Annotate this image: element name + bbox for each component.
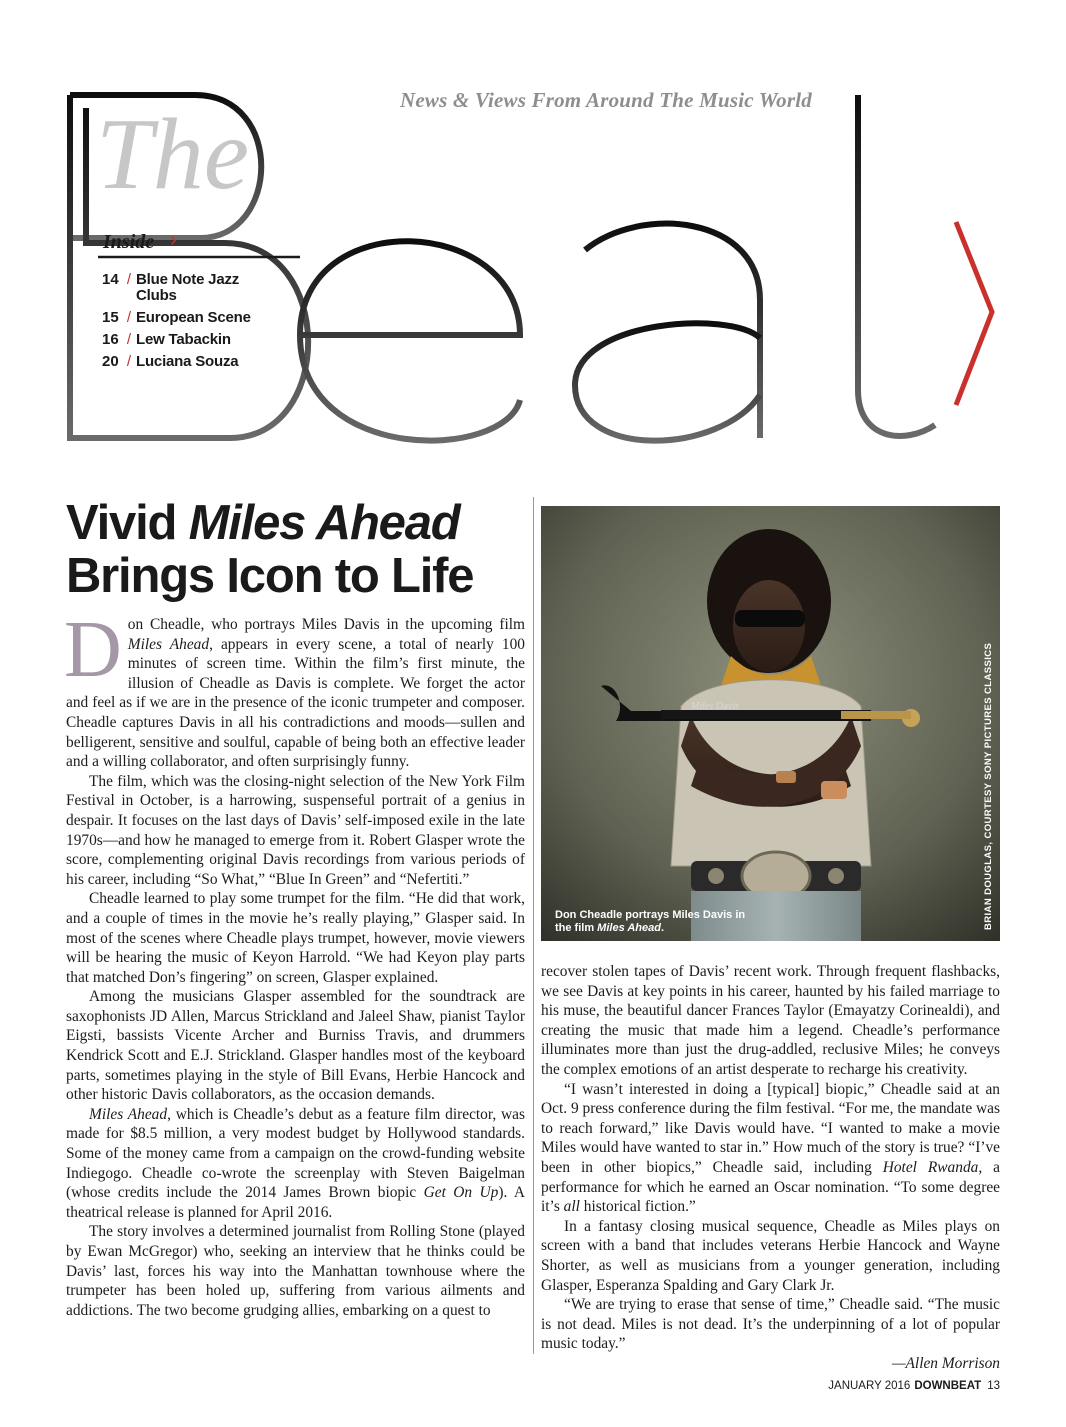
text-run: . [660, 922, 665, 934]
article-paragraph: The film, which was the closing-night selection of the New York Film Festival in October, is a harrowing, suspenseful portrait of a genius in despair. It focuses on the last days of Davis’ self-imposed exile in the late 1970s—and how he managed to emerge from it. Robert Glasper wrote the score, complementing original Davis recordings from various periods of his career, including “So What,” “Blue In Green” and “Nefertiti.” [66, 772, 525, 888]
article-paragraph: “We are trying to erase that sense of time,” Cheadle said. “The music is not dead. Miles is not dead. It’s the underpinning of a lot of popular music today.” [541, 1296, 1000, 1353]
emphasis: all [563, 1198, 580, 1216]
page-footer [828, 1380, 1000, 1392]
toc-item[interactable] [102, 354, 302, 370]
film-title: Miles Ahead [89, 1105, 168, 1123]
text-run: ). A theatrical release is planned for April 2016. [66, 1184, 525, 1221]
beat-wordmark [0, 0, 1066, 480]
article-photo [541, 506, 1000, 941]
toc-item[interactable] [102, 310, 302, 326]
inside-toc [102, 272, 302, 376]
toc-title: European Scene [136, 309, 251, 326]
article-paragraph: Among the musicians Glasper assembled for the soundtrack are saxophonists JD Allen, Marcus Strickland and Jaleel Shaw, pianist Taylor Eigsti, bassists Vicente Archer and Burniss Travis, and drummers Kendrick Scott and E.J. Strickland. Glasper handles most of the keyboard parts, sometimes playing in the style of Bill Evans, Herbie Hancock and other historic Davis collaborators, as the occasion demands. [66, 988, 525, 1104]
page-number: 13 [987, 1380, 1000, 1392]
letter-e [300, 241, 520, 440]
text-run: , appears in every scene, a total of nearly 100 minutes of screen time. Within the film’s first minute, the illusion of Cheadle as Davis is complete. We forget the actor and feel as if we are in the presence of the iconic trumpeter and composer. Cheadle captures Davis in all his contradictions and moods—sullen and belligerent, sensitive and soulful, capable of being both an effective leader and a willing collaborator, and often surprisingly funny. [66, 635, 525, 771]
film-title: Miles Ahead [597, 922, 661, 934]
photo-credit: BRIAN DOUGLAS, COURTESY SONY PICTURES CLASSICS [983, 642, 994, 930]
text-run: , which is Cheadle’s debut as a feature film director, was made for $8.5 million, a very modest budget by Hollywood standards. Some of the money came from a campaign on the crowd-funding website Indiegogo. Cheadle co-wrote the screenplay with Steven Baigelman (whose credits include the 2014 James Brown biopic [66, 1105, 525, 1202]
article-column-left [64, 606, 525, 1320]
article-paragraph [541, 1080, 1000, 1217]
photo-caption [555, 909, 755, 935]
article-paragraph: recover stolen tapes of Davis’ recent work. Through frequent flashbacks, we see Davis at key points in his career, haunted by his failed marriage to his muse, the beautiful dancer Frances Taylor (Emayatzy Corinealdi), and creating the music that made him a legend. Cheadle’s performance illuminates more than just the drug-addled, reclusive Miles; he conveys the complex emotions of an artist desperate to recharge his creativity. [541, 963, 1000, 1078]
article-paragraph [66, 1105, 525, 1223]
toc-slash: / [126, 309, 132, 326]
letter-t [858, 95, 935, 436]
header-tagline: News & Views From Around The Music World [400, 88, 812, 112]
film-title: Get On Up [423, 1184, 499, 1202]
toc-item[interactable] [102, 332, 302, 348]
toc-item[interactable] [102, 272, 302, 304]
toc-title: Luciana Souza [136, 353, 239, 370]
article-headline [66, 497, 536, 603]
article-paragraph [64, 606, 525, 772]
toc-slash: / [126, 331, 132, 348]
headline-part: Brings Icon to Life [66, 549, 474, 603]
toc-page: 15 [102, 309, 119, 326]
footer-date: JANUARY 2016 [828, 1380, 911, 1392]
byline: —Allen Morrison [891, 1354, 1000, 1372]
column-divider [533, 497, 534, 1354]
toc-slash: / [126, 271, 132, 288]
headline-part: Vivid [66, 496, 189, 550]
toc-title: Lew Tabackin [136, 331, 231, 348]
film-title: Miles Ahead [127, 635, 210, 653]
headline-film-title: Miles Ahead [188, 496, 460, 550]
text-run: Don Cheadle portrays Miles Davis in the film [555, 909, 746, 934]
letter-a [585, 224, 760, 438]
article-paragraph: In a fantasy closing musical sequence, Cheadle as Miles plays on screen with a band that includes veterans Herbie Hancock and Wayne Shorter, as well as musicians from a younger generation, including Glasper, Esperanza Spalding and Gary Clark Jr. [541, 1217, 1000, 1294]
text-run: a performance for which he earned an Oscar nomination. “To some degree it’s [541, 1158, 1000, 1216]
article-paragraph: Cheadle learned to play some trumpet for the film. “He did that work, and a couple of times in the movie he’s really playing,” Glasper said. In most of the scenes where Cheadle plays trumpet, however, movie viewers will be hearing the music of Keyon Harrold. “We had Keyon play parts that matched Don’s fingering” on screen, Glasper explained. [66, 890, 525, 986]
toc-page: 16 [102, 331, 119, 348]
text-run: on Cheadle, who portrays Miles Davis in the upcoming film [127, 616, 525, 633]
film-title: Hotel Rwanda, [882, 1158, 983, 1176]
toc-title: Blue Note Jazz Clubs [136, 271, 240, 304]
toc-slash: / [126, 353, 132, 370]
inside-label: Inside [103, 231, 155, 253]
red-chevron-icon [956, 222, 992, 405]
footer-brand: DOWNBEAT [914, 1380, 982, 1392]
toc-page: 14 [102, 271, 119, 288]
trumpet-engraving: Miles Davis [691, 701, 740, 712]
article-column-right [541, 962, 1000, 1373]
inside-arrow-icon: › [170, 229, 177, 251]
text-run: historical fiction.” [579, 1198, 696, 1216]
text-run: “I wasn’t interested in doing a [typical] biopic,” Cheadle said at an Oct. 9 press conference during the film festival. “For me, the mandate was to reach forward,” like Davis would have. “I wanted to make a movie Miles would have wanted to star in.” How much of the story is true? “I’ve been in other biopics,” Cheadle said, including [541, 1080, 1000, 1176]
drop-cap: D [64, 606, 122, 694]
toc-page: 20 [102, 353, 119, 370]
article-paragraph: The story involves a determined journalist from Rolling Stone (played by Ewan McGregor) who, seeking an interview that he thinks could be Davis’ last, forces his way into the Manhattan townhouse where the trumpeter has been holed up, suffering from various ailments and addictions. The two become grudging allies, embarking on a quest to [66, 1223, 525, 1319]
header-the: The [96, 98, 249, 211]
